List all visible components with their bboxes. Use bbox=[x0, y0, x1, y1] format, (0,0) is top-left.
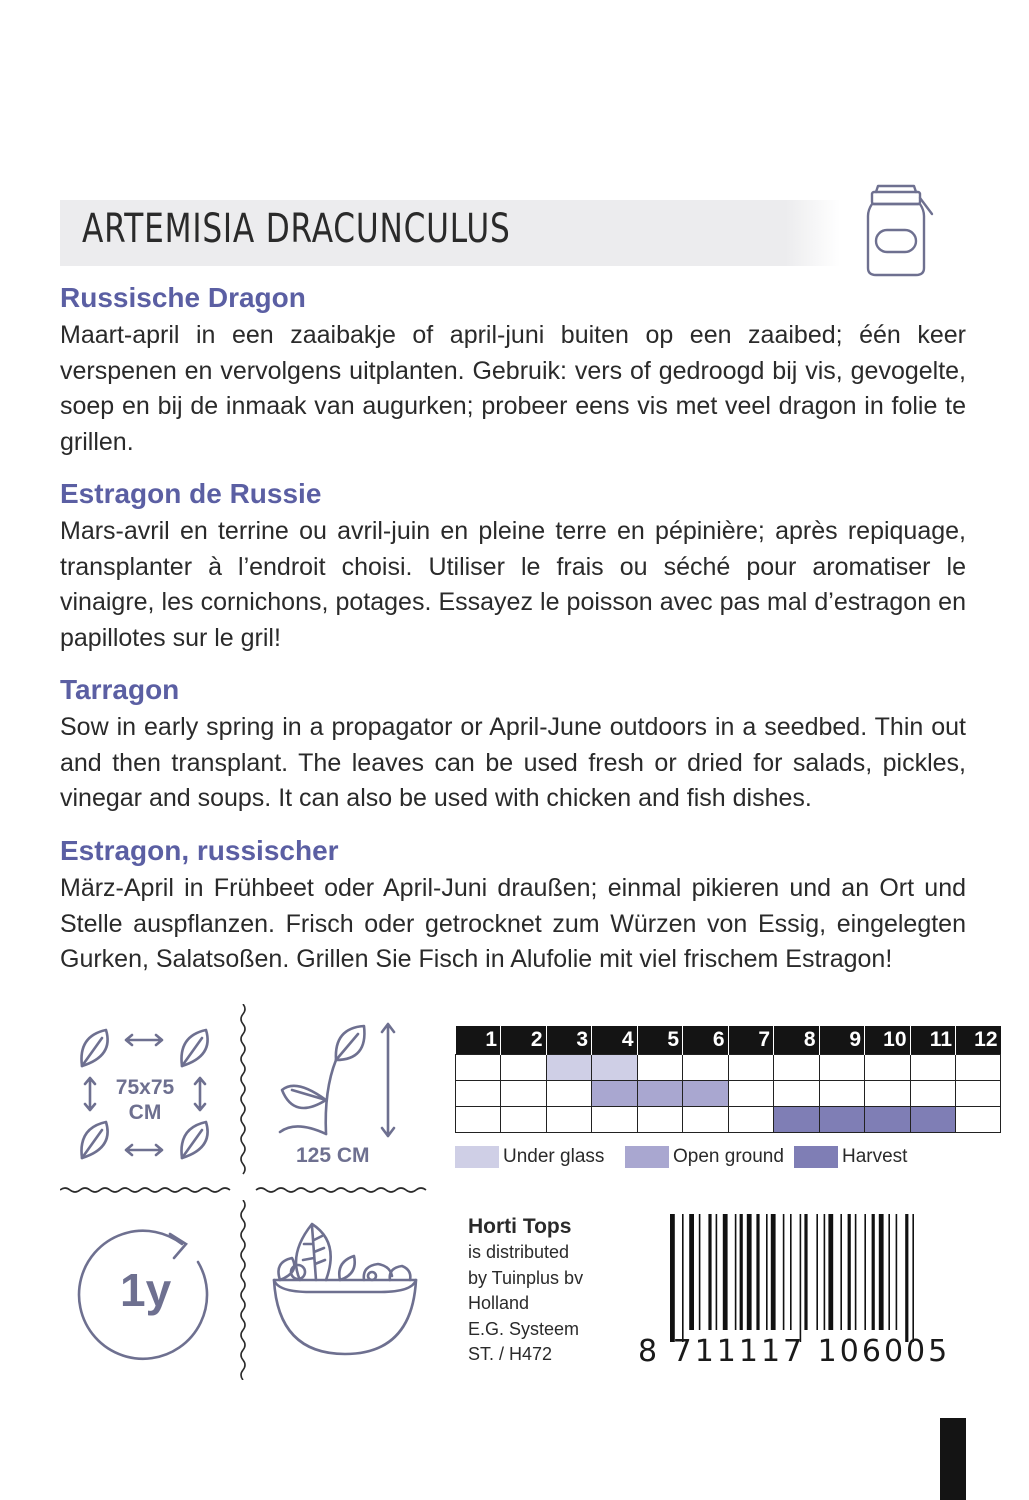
month-header: 6 bbox=[683, 1026, 729, 1055]
calendar-cell bbox=[774, 1055, 820, 1081]
section-title-de: Estragon, russischer bbox=[60, 835, 339, 866]
barcode-bar bbox=[824, 1214, 826, 1330]
section-body-nl: Maart-april in een zaaibakje of april-juni buiten op een zaaibed; één keer verspenen en vervolgens uitplanten. Gebruik: vers of gedroogd bij vis, gevogelte, soep en bij de inmaak van augurken; probeer eens vis met veel dragon in folie te grillen. bbox=[60, 321, 966, 456]
calendar-cell bbox=[819, 1081, 865, 1107]
calendar-cell bbox=[592, 1055, 638, 1081]
vertical-divider bbox=[236, 1200, 250, 1380]
calendar-cell bbox=[546, 1107, 592, 1133]
brand-name: Horti Tops bbox=[468, 1215, 572, 1238]
height-label: 125 CM bbox=[296, 1144, 370, 1167]
barcode-bar bbox=[699, 1214, 701, 1330]
legend-swatch bbox=[455, 1146, 499, 1168]
section-title-fr: Estragon de Russie bbox=[60, 478, 322, 509]
distributor-info bbox=[468, 1213, 583, 1368]
barcode-bar bbox=[816, 1214, 818, 1330]
section-body-fr: Mars-avril en terrine ou avril-juin en pleine terre en pépinière; après repiquage, transplanter à l’endroit choisi. Utiliser le frais ou séché pour aromatiser le vinaigre, les cornichons, potages. Essayez le poisson avec pas mal d’estragon en papillotes sur le gril! bbox=[60, 517, 966, 652]
calendar-cell bbox=[910, 1081, 956, 1107]
month-header: 8 bbox=[774, 1026, 820, 1055]
barcode-bar bbox=[872, 1214, 875, 1330]
calendar-cell bbox=[865, 1055, 911, 1081]
print-mark bbox=[940, 1418, 966, 1500]
barcode-bar bbox=[747, 1214, 752, 1330]
calendar-cell bbox=[956, 1055, 1001, 1081]
section-body-de: März-April in Frühbeet oder April-Juni draußen; einmal pikieren und an Ort und Stelle auspflanzen. Frisch oder getrocknet zum Würzen von Essig, eingelegten Gurken, Salatsoßen. Grillen Sie Fisch in Alufolie mit viel frischem Estragon! bbox=[60, 874, 966, 973]
vertical-divider bbox=[236, 1004, 250, 1180]
month-header: 1 bbox=[456, 1026, 501, 1055]
calendar-cell bbox=[546, 1081, 592, 1107]
calendar-cell bbox=[774, 1081, 820, 1107]
salad-bowl-icon bbox=[270, 1214, 420, 1364]
section-title-nl: Russische Dragon bbox=[60, 282, 306, 313]
barcode-bar bbox=[905, 1214, 908, 1342]
calendar-cell bbox=[819, 1107, 865, 1133]
calendar-row-under bbox=[456, 1055, 1001, 1081]
calendar-cell bbox=[592, 1107, 638, 1133]
month-header: 2 bbox=[501, 1026, 547, 1055]
barcode-bar bbox=[716, 1214, 718, 1330]
barcode-bar bbox=[912, 1214, 914, 1342]
calendar-cell bbox=[637, 1081, 683, 1107]
legend-swatch bbox=[625, 1146, 669, 1168]
calendar-cell bbox=[546, 1055, 592, 1081]
calendar-header-row bbox=[456, 1026, 1001, 1055]
barcode-bar bbox=[708, 1214, 711, 1330]
calendar-cell bbox=[865, 1081, 911, 1107]
distributor-line: Holland bbox=[468, 1293, 530, 1313]
latin-name: ARTEMISIA DRACUNCULUS bbox=[82, 206, 511, 252]
calendar-cell bbox=[956, 1107, 1001, 1133]
barcode-bar bbox=[783, 1214, 785, 1330]
month-header: 11 bbox=[910, 1026, 956, 1055]
legend-open-ground: Open ground bbox=[625, 1146, 784, 1168]
calendar-cell bbox=[956, 1081, 1001, 1107]
calendar-cell bbox=[728, 1055, 774, 1081]
calendar-cell bbox=[683, 1107, 729, 1133]
barcode-bar bbox=[723, 1214, 728, 1330]
month-header: 12 bbox=[956, 1026, 1001, 1055]
barcode bbox=[668, 1214, 960, 1342]
barcode-bar bbox=[840, 1214, 842, 1330]
month-header: 4 bbox=[592, 1026, 638, 1055]
month-header: 3 bbox=[546, 1026, 592, 1055]
barcode-bar bbox=[756, 1214, 759, 1330]
barcode-bar bbox=[896, 1214, 898, 1330]
month-header: 10 bbox=[865, 1026, 911, 1055]
calendar-cell bbox=[910, 1055, 956, 1081]
calendar-row-open bbox=[456, 1081, 1001, 1107]
month-header: 5 bbox=[637, 1026, 683, 1055]
horizontal-divider bbox=[60, 1184, 432, 1196]
barcode-bar bbox=[879, 1214, 884, 1330]
barcode-bar bbox=[804, 1214, 807, 1330]
barcode-bar bbox=[855, 1214, 857, 1330]
section-title-en: Tarragon bbox=[60, 674, 180, 705]
calendar-cell bbox=[910, 1107, 956, 1133]
calendar-cell bbox=[774, 1107, 820, 1133]
sowing-calendar bbox=[455, 1026, 1001, 1133]
calendar-cell bbox=[501, 1107, 547, 1133]
jar-icon bbox=[858, 184, 938, 280]
plant-height-icon bbox=[276, 1020, 406, 1140]
barcode-number: 8 711117 106005 bbox=[638, 1334, 951, 1369]
spacing-label: 75x75 CM bbox=[115, 1076, 175, 1124]
calendar-row-harvest bbox=[456, 1107, 1001, 1133]
calendar-cell bbox=[456, 1081, 501, 1107]
legend-under-glass: Under glass bbox=[455, 1146, 604, 1168]
barcode-bar bbox=[766, 1214, 768, 1330]
calendar-cell bbox=[683, 1055, 729, 1081]
calendar-cell bbox=[501, 1055, 547, 1081]
barcode-bar bbox=[828, 1214, 833, 1330]
calendar-cell bbox=[683, 1081, 729, 1107]
calendar-cell bbox=[728, 1081, 774, 1107]
distributor-line: ST. / H472 bbox=[468, 1344, 553, 1364]
calendar-cell bbox=[865, 1107, 911, 1133]
distributor-line: is distributed bbox=[468, 1242, 570, 1262]
calendar-cell bbox=[637, 1055, 683, 1081]
month-header: 7 bbox=[728, 1026, 774, 1055]
calendar-cell bbox=[501, 1081, 547, 1107]
barcode-bar bbox=[740, 1214, 743, 1330]
barcode-bar bbox=[689, 1214, 694, 1330]
barcode-bar bbox=[864, 1214, 866, 1330]
calendar-cell bbox=[819, 1055, 865, 1081]
barcode-bar bbox=[670, 1214, 675, 1342]
legend-harvest: Harvest bbox=[794, 1146, 907, 1168]
month-header: 9 bbox=[819, 1026, 865, 1055]
barcode-bar bbox=[771, 1214, 776, 1330]
section-body-en: Sow in early spring in a propagator or April-June outdoors in a seedbed. Thin out and then transplant. The leaves can be used fresh or dried for salads, pickles, vinegar and soups. It can also be used with chicken and fish dishes. bbox=[60, 713, 966, 812]
calendar-cell bbox=[592, 1081, 638, 1107]
barcode-bar bbox=[790, 1214, 792, 1330]
legend-swatch bbox=[794, 1146, 838, 1168]
barcode-bar bbox=[888, 1214, 890, 1330]
distributor-line: E.G. Systeem bbox=[468, 1318, 580, 1339]
barcode-bar bbox=[800, 1214, 802, 1342]
calendar-cell bbox=[728, 1107, 774, 1133]
lifecycle-label: 1y bbox=[120, 1264, 172, 1316]
distributor-line: by Tuinplus bv bbox=[468, 1267, 584, 1288]
calendar-cell bbox=[637, 1107, 683, 1133]
calendar-cell bbox=[456, 1107, 501, 1133]
barcode-bar bbox=[848, 1214, 851, 1330]
calendar-cell bbox=[456, 1055, 501, 1081]
barcode-bar bbox=[735, 1214, 737, 1330]
barcode-bar bbox=[682, 1214, 684, 1342]
